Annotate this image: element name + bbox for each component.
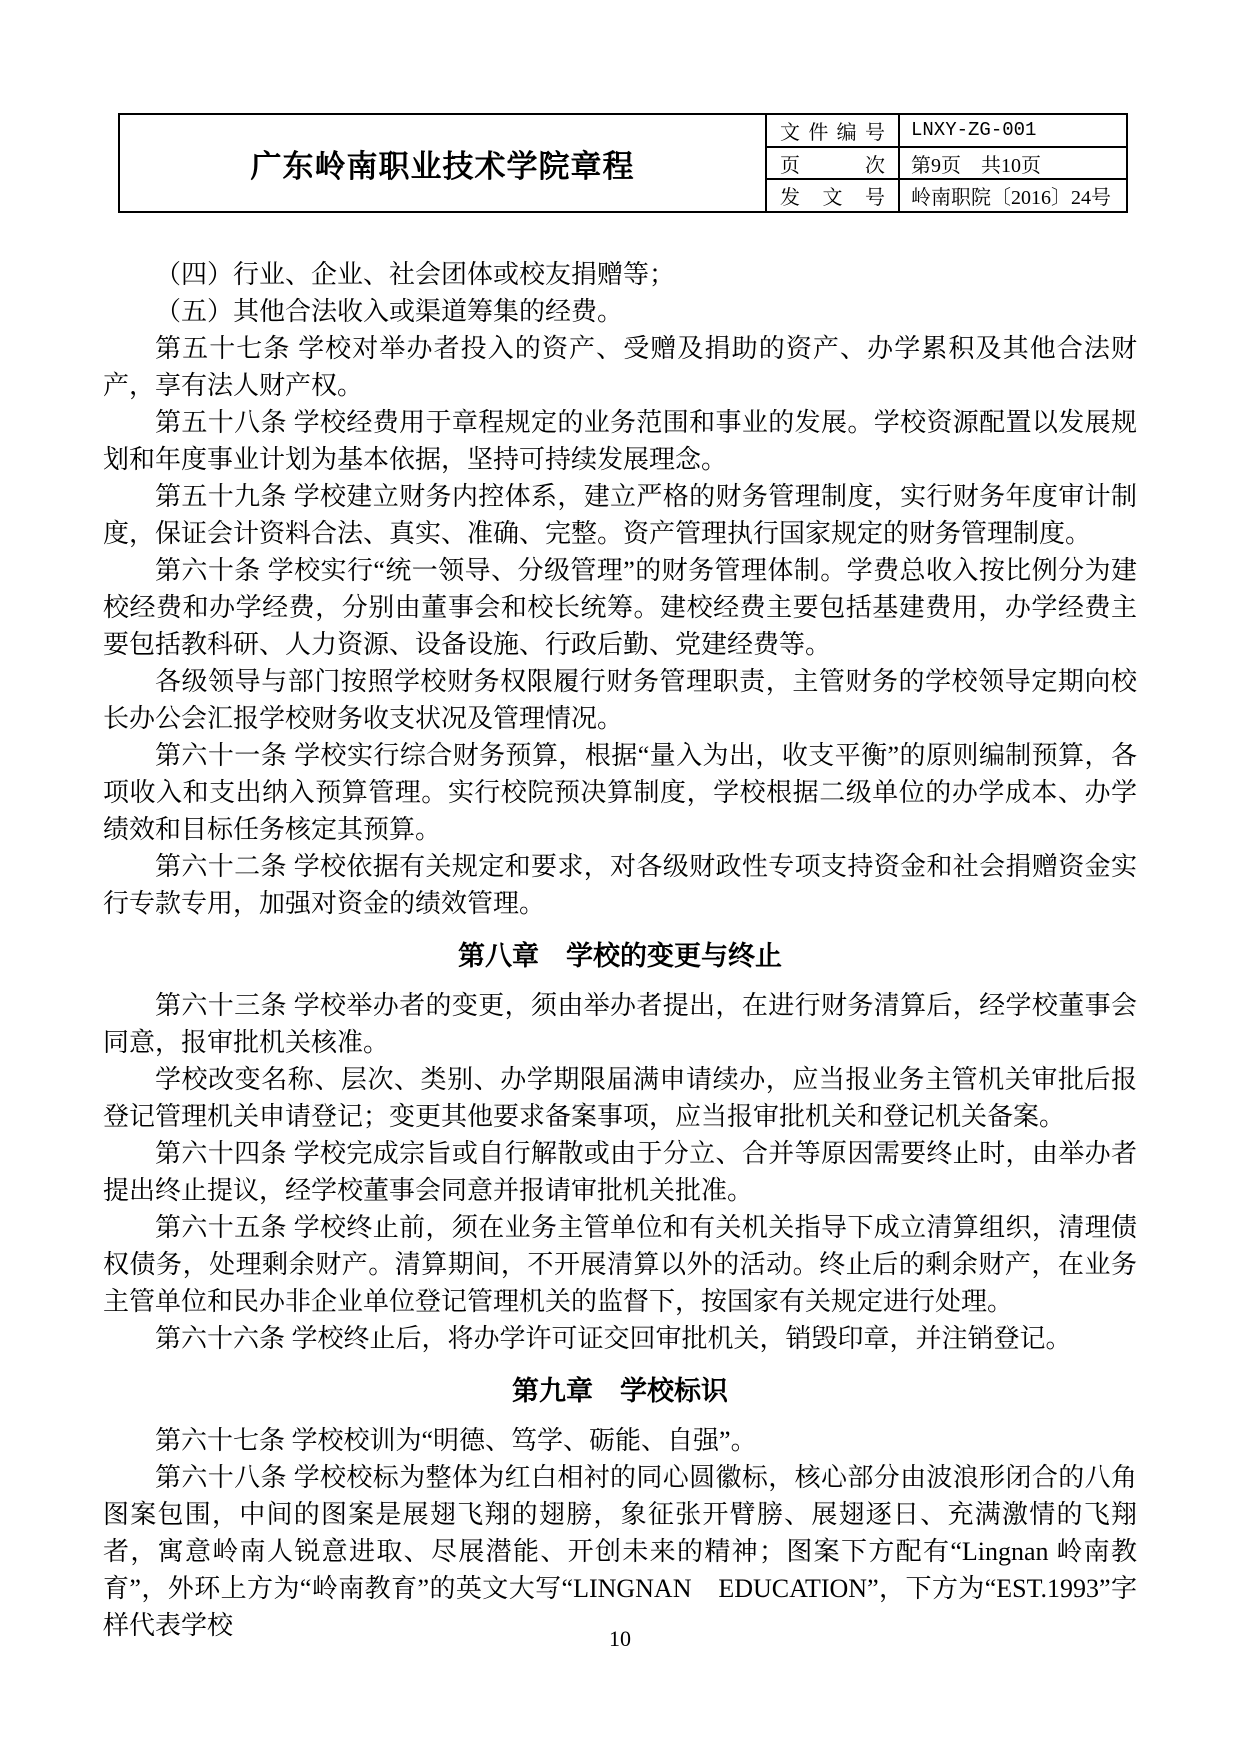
paragraph: 第六十二条 学校依据有关规定和要求，对各级财政性专项支持资金和社会捐赠资金实行专款专用，加强对资金的绩效管理。 (103, 852, 1137, 918)
chapter-heading: 第九章 学校标识 (512, 1376, 728, 1406)
paragraph: 第五十七条 学校对举办者投入的资产、受赠及捐助的资产、办学累积及其他合法财产，享有法人财产权。 (103, 334, 1137, 400)
paragraph: （五）其他合法收入或渠道筹集的经费。 (155, 297, 624, 326)
meta-row-page-index (767, 146, 1126, 179)
page-number: 10 (609, 1626, 631, 1651)
paragraph: 第六十一条 学校实行综合财务预算，根据“量入为出，收支平衡”的原则编制预算，各项收入和支出纳入预算管理。实行校院预决算制度，学校根据二级单位的办学成本、办学绩效和目标任务核定其预算。 (103, 741, 1137, 844)
paragraph: 各级领导与部门按照学校财务权限履行财务管理职责，主管财务的学校领导定期向校长办公会汇报学校财务收支状况及管理情况。 (103, 667, 1137, 733)
meta-row-issue-number (767, 178, 1126, 211)
paragraph: （四）行业、企业、社会团体或校友捐赠等； (155, 260, 676, 289)
document-header-table (118, 113, 1128, 213)
meta-value-page-index: 第9页 共10页 (911, 154, 1041, 177)
paragraph: 第六十三条 学校举办者的变更，须由举办者提出，在进行财务清算后，经学校董事会同意，报审批机关核准。 (103, 991, 1137, 1057)
meta-label-issue-number: 发 文 号 (767, 180, 900, 211)
paragraph: 第五十八条 学校经费用于章程规定的业务范围和事业的发展。学校资源配置以发展规划和年度事业计划为基本依据，坚持可持续发展理念。 (103, 408, 1137, 474)
meta-label-file-number: 文 件 编 号 (767, 115, 900, 146)
chapter-heading: 第八章 学校的变更与终止 (458, 941, 782, 971)
paragraph: 学校改变名称、层次、类别、办学期限届满申请续办，应当报业务主管机关审批后报登记管理机关申请登记；变更其他要求备案事项，应当报审批机关和登记机关备案。 (103, 1065, 1137, 1131)
paragraph: 第六十五条 学校终止前，须在业务主管单位和有关机关指导下成立清算组织，清理债权债务，处理剩余财产。清算期间，不开展清算以外的活动。终止后的剩余财产，在业务主管单位和民办非企业单位登记管理机关的监督下，按国家有关规定进行处理。 (103, 1213, 1137, 1316)
document-title: 广东岭南职业技术学院章程 (250, 148, 635, 184)
meta-row-file-number (767, 115, 1126, 146)
paragraph: 第六十七条 学校校训为“明德、笃学、砺能、自强”。 (155, 1426, 757, 1455)
paragraph: 第六十六条 学校终止后，将办学许可证交回审批机关，销毁印章，并注销登记。 (155, 1324, 1072, 1353)
meta-label-page-index: 页 次 (767, 148, 900, 179)
paragraph: 第六十八条 学校校标为整体为红白相衬的同心圆徽标，核心部分由波浪形闭合的八角图案包围，中间的图案是展翅飞翔的翅膀，象征张开臂膀、展翅逐日、充满激情的飞翔者，寓意岭南人锐意进取、尽展潜能、开创未来的精神；图案下方配有“Lingnan 岭南教育”，外环上方为“岭南教育”的英文大写“LINGNAN EDUCATION”，下方为“EST.1993”字样代表学校 (103, 1463, 1137, 1640)
paragraph: 第五十九条 学校建立财务内控体系，建立严格的财务管理制度，实行财务年度审计制度，保证会计资料合法、真实、准确、完整。资产管理执行国家规定的财务管理制度。 (103, 482, 1137, 548)
paragraph: 第六十四条 学校完成宗旨或自行解散或由于分立、合并等原因需要终止时，由举办者提出终止提议，经学校董事会同意并报请审批机关批准。 (103, 1139, 1137, 1205)
meta-value-file-number: LNXY-ZG-001 (911, 119, 1037, 142)
document-body (103, 256, 1137, 1644)
meta-value-issue-number: 岭南职院〔2016〕24号 (911, 187, 1111, 210)
paragraph: 第六十条 学校实行“统一领导、分级管理”的财务管理体制。学费总收入按比例分为建校经费和办学经费，分别由董事会和校长统筹。建校经费主要包括基建费用，办学经费主要包括教科研、人力资源、设备设施、行政后勤、党建经费等。 (103, 556, 1137, 659)
document-meta-table (765, 115, 1126, 211)
